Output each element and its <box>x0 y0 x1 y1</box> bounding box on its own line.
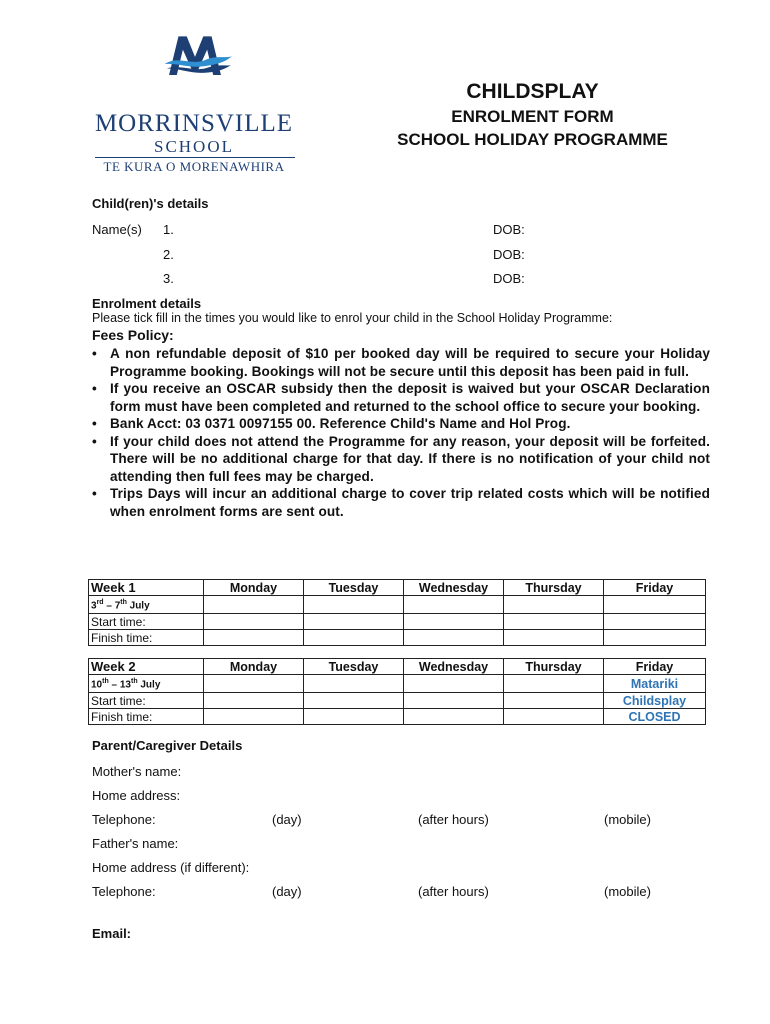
week-2-table <box>88 658 706 725</box>
logo-maori-name: TE KURA O MORENAWHIRA <box>103 159 285 174</box>
child-dob-3[interactable]: DOB: <box>493 271 525 286</box>
day-header: Thursday <box>504 659 604 675</box>
week-dates: 3rd – 7th July <box>89 596 204 614</box>
form-programme-title: SCHOOL HOLIDAY PROGRAMME <box>397 130 668 149</box>
finish-time-cell[interactable] <box>504 709 604 725</box>
day-header: Wednesday <box>404 659 504 675</box>
finish-time-cell[interactable] <box>204 709 304 725</box>
tick-cell[interactable] <box>404 596 504 614</box>
day-header: Monday <box>204 659 304 675</box>
friday-closed-notice: Matariki <box>604 675 706 693</box>
children-heading: Child(ren)'s details <box>92 196 209 211</box>
day-header: Friday <box>604 659 706 675</box>
week-label: Week 2 <box>89 659 204 675</box>
home-address-label: Home address: <box>92 788 181 803</box>
policy-item: • Bank Acct: 03 0371 0097155 00. Reference Child's Name and Hol Prog. <box>92 415 710 433</box>
day-header: Thursday <box>504 580 604 596</box>
child-number-1: 1. <box>163 222 174 237</box>
start-time-cell[interactable] <box>304 614 404 630</box>
phone-after-hours-label-2: (after hours) <box>418 884 489 899</box>
start-time-label: Start time: <box>89 693 204 709</box>
logo-school-word: SCHOOL <box>153 137 234 156</box>
school-logo-emblem <box>70 32 320 112</box>
friday-closed-notice: Childsplay <box>604 693 706 709</box>
child-dob-2[interactable]: DOB: <box>493 247 525 262</box>
policy-item: • If your child does not attend the Programme for any reason, your deposit will be forfeited. There will be no additional charge for that day. If there is no notification of your child not attending then full fees may be charged. <box>92 433 710 486</box>
week-1-table <box>88 579 706 646</box>
day-header: Friday <box>604 580 706 596</box>
day-header: Wednesday <box>404 580 504 596</box>
finish-time-cell[interactable] <box>604 630 706 646</box>
finish-time-cell[interactable] <box>204 630 304 646</box>
telephone-label: Telephone: <box>92 812 156 827</box>
policy-item: • If you receive an OSCAR subsidy then the deposit is waived but your OSCAR Declaration form must have been completed and returned to the school office to secure your booking. <box>92 380 710 415</box>
form-title: CHILDSPLAY <box>466 80 599 103</box>
tick-cell[interactable] <box>504 596 604 614</box>
start-time-label: Start time: <box>89 614 204 630</box>
child-number-3: 3. <box>163 271 174 286</box>
start-time-cell[interactable] <box>204 614 304 630</box>
policy-item: • Trips Days will incur an additional charge to cover trip related costs which will be notified when enrolment forms are sent out. <box>92 485 710 520</box>
fees-policy-heading: Fees Policy: <box>92 327 174 343</box>
father-name-label: Father's name: <box>92 836 179 851</box>
email-label: Email: <box>92 926 132 941</box>
week-dates: 10th – 13th July <box>89 675 204 693</box>
child-dob-1[interactable]: DOB: <box>493 222 525 237</box>
day-header: Tuesday <box>304 580 404 596</box>
week-label: Week 1 <box>89 580 204 596</box>
tick-cell[interactable] <box>304 675 404 693</box>
home-address-different-label: Home address (if different): <box>92 860 250 875</box>
fees-policy-list <box>92 345 710 520</box>
day-header: Monday <box>204 580 304 596</box>
finish-time-cell[interactable] <box>404 630 504 646</box>
start-time-cell[interactable] <box>204 693 304 709</box>
tick-cell[interactable] <box>504 675 604 693</box>
tick-cell[interactable] <box>204 675 304 693</box>
start-time-cell[interactable] <box>404 614 504 630</box>
logo-school-name: MORRINSVILLE <box>94 110 294 137</box>
start-time-cell[interactable] <box>504 693 604 709</box>
form-subtitle: ENROLMENT FORM <box>451 107 614 126</box>
enrolment-instruction: Please tick fill in the times you would like to enrol your child in the School Holiday Programme: <box>92 311 613 325</box>
enrolment-heading: Enrolment details <box>92 296 202 311</box>
finish-time-label: Finish time: <box>89 630 204 646</box>
friday-closed-notice: CLOSED <box>604 709 706 725</box>
finish-time-cell[interactable] <box>504 630 604 646</box>
start-time-cell[interactable] <box>604 614 706 630</box>
tick-cell[interactable] <box>204 596 304 614</box>
start-time-cell[interactable] <box>304 693 404 709</box>
day-header: Tuesday <box>304 659 404 675</box>
mother-name-label: Mother's name: <box>92 764 182 779</box>
tick-cell[interactable] <box>604 596 706 614</box>
finish-time-cell[interactable] <box>404 709 504 725</box>
names-label: Name(s) <box>92 222 142 237</box>
phone-after-hours-label: (after hours) <box>418 812 489 827</box>
phone-mobile-label: (mobile) <box>604 812 651 827</box>
logo-divider <box>95 157 295 158</box>
policy-item: • A non refundable deposit of $10 per booked day will be required to secure your Holiday Programme booking. Bookings will not be secure until this deposit has been paid in full. <box>92 345 710 380</box>
start-time-cell[interactable] <box>504 614 604 630</box>
tick-cell[interactable] <box>304 596 404 614</box>
phone-mobile-label-2: (mobile) <box>604 884 651 899</box>
child-number-2: 2. <box>163 247 174 262</box>
telephone-label-2: Telephone: <box>92 884 156 899</box>
tick-cell[interactable] <box>404 675 504 693</box>
start-time-cell[interactable] <box>404 693 504 709</box>
finish-time-cell[interactable] <box>304 630 404 646</box>
parent-heading: Parent/Caregiver Details <box>92 738 243 753</box>
phone-day-label-2: (day) <box>272 884 302 899</box>
finish-time-cell[interactable] <box>304 709 404 725</box>
finish-time-label: Finish time: <box>89 709 204 725</box>
phone-day-label: (day) <box>272 812 302 827</box>
